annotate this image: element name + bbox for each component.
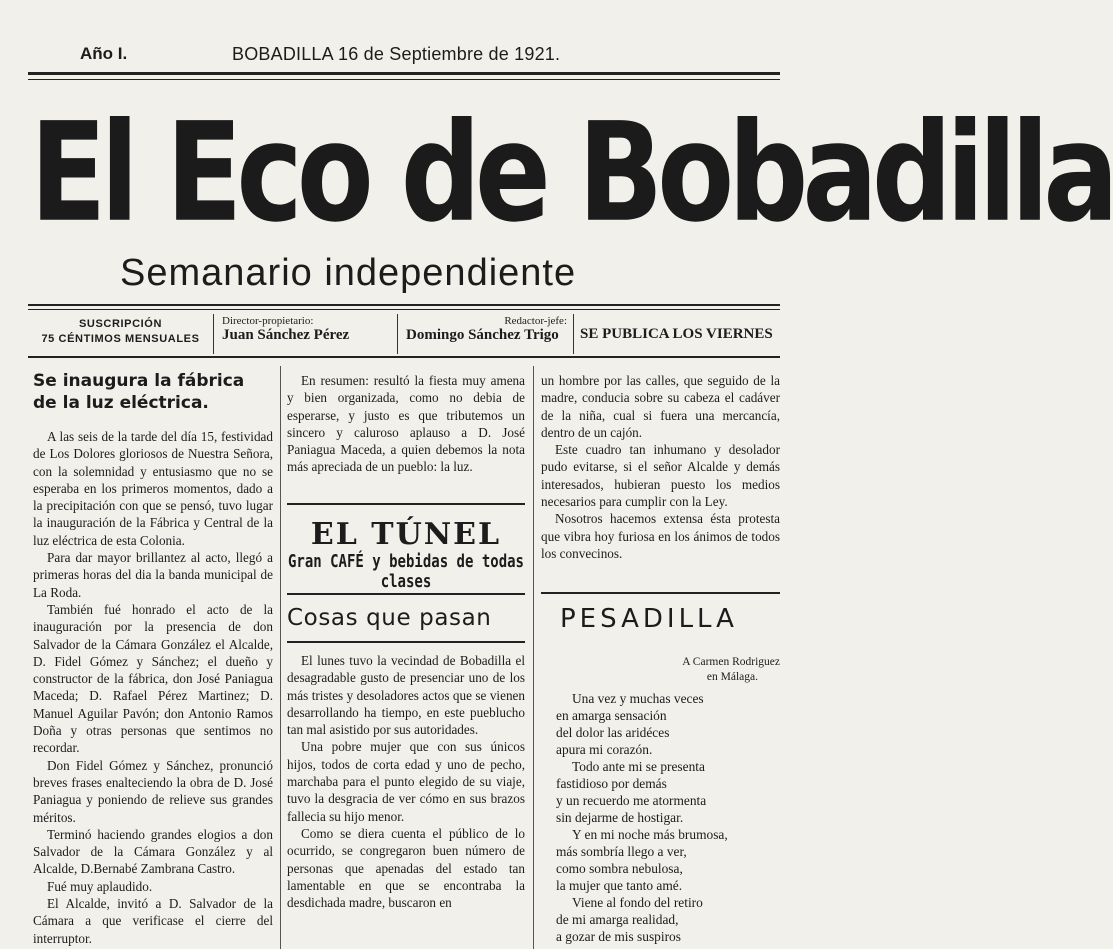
poem-line: como sombra nebulosa, [556, 861, 683, 876]
paragraph: Como se diera cuenta el público de lo ocurrido, se congregaron buen número de personas que apenadas del estado tan lamentable en que se encontraba la desdichada madre, buscaron en [287, 825, 525, 911]
masthead-subtitle: Semanario independiente [120, 252, 577, 294]
paragraph: A las seis de la tarde del día 15, festividad de Los Dolores gloriosos de Nuestra Señora, con la solemnidad y entusiasmo que no se esperaba en los primeros momentos, dado a la precipitación con que se pensó, tuvo lugar la inauguración de la Fábrica y Central de la luz eléctrica de esta Colonia. [33, 429, 273, 548]
dedication-line: A Carmen Rodriguez [682, 656, 780, 668]
poem-line: Viene al fondo del retiro [572, 895, 703, 910]
article-body-luz [33, 428, 273, 949]
section-rule [541, 592, 780, 594]
subscription-label: SUSCRIPCIÓN [79, 318, 162, 330]
publication-frequency: SE PUBLICA LOS VIERNES [580, 326, 773, 342]
article-body-luz-continued [287, 372, 525, 492]
subscription-price: 75 CÉNTIMOS MENSUALES [41, 333, 200, 345]
director-name: Juan Sánchez Pérez [222, 327, 350, 343]
poem-line: sin dejarme de hostigar. [556, 810, 684, 825]
poem-line: de mi amarga realidad, [556, 912, 679, 927]
poem-line: fastidioso por demás [556, 776, 667, 791]
director-label: Director-propietario: [222, 315, 314, 327]
paragraph: El lunes tuvo la vecindad de Bobadilla el desagradable gusto de presenciar uno de los más tristes y desoladores actos que se vienen desarrollando ha tiempo, en este pueblucho tan mal asistido por sus autoridades. [287, 653, 525, 738]
editor-name: Domingo Sánchez Trigo [406, 327, 559, 343]
paragraph: un hombre por las calles, que seguido de la madre, conducia sobre su cabeza el cadáver de la niña, cual si fuera una mercancía, dentro de un cajón. [541, 373, 780, 440]
director-box [214, 314, 398, 354]
infobar-bottom-rule [28, 356, 780, 358]
advertisement-el-tunel [287, 503, 525, 595]
article-headline-luz: Se inaugura la fábrica de la luz eléctrica. [33, 371, 245, 413]
poem-dedication [600, 655, 780, 685]
subscription-box [28, 314, 214, 354]
infobar-top-rule [28, 304, 780, 306]
column-divider-1 [280, 366, 281, 949]
dedication-line: en Málaga. [706, 671, 758, 683]
poem-line: a gozar de mis suspiros [556, 929, 681, 944]
infobar-top-rule-thin [28, 309, 780, 310]
advert-title: EL TÚNEL [310, 517, 502, 552]
paragraph: Terminó haciendo grandes elogios a don Salvador de la Cámara González y al Alcalde, D.Bernabé Zambrana Castro. [33, 826, 273, 877]
paragraph: Para dar mayor brillantez al acto, llegó a primeras horas del dia la banda municipal de La Roda. [33, 550, 273, 600]
article-body-cosas [287, 652, 525, 949]
top-rule-thin [28, 79, 780, 80]
masthead-title: El Eco de Bobadilla [30, 94, 1113, 253]
issue-number: Año I. [80, 44, 128, 63]
advert-subtitle: Gran CAFÉ y bebidas de todas clases [287, 552, 524, 592]
paragraph: En resumen: resultó la fiesta muy amena y bien organizada, como no debia de esperarse, y justo es que tributemos un sincero y caluroso aplauso a D. José Paniagua Maceda, a quien debemos la nota más apreciada de un pueblo: la luz. [287, 373, 525, 475]
dateline: BOBADILLA 16 de Septiembre de 1921. [232, 44, 561, 64]
poem-line: Y en mi noche más brumosa, [572, 827, 728, 842]
headline-rule [287, 641, 525, 643]
paragraph: El Alcalde, invitó a D. Salvador de la Cámara a que verificase el cierre del interruptor. [33, 896, 273, 946]
paragraph: Fué muy aplaudido. [47, 878, 153, 894]
poem-line: más sombría llego a ver, [556, 844, 687, 859]
poem-line: del dolor las aridéces [556, 725, 670, 740]
paragraph: También fué honrado el acto de la inauguración por la presencia de don Salvador de la Cámara González el Alcalde, D. Fidel Gómez y Sánchez; el dueño y constructor de la fábrica, don José Paniagua Maceda; D. Rafael Pérez Martinez; D. Manuel Aguilar Pavón; don Antonio Ramos Doña y otras personas que sentimos no recordar. [33, 601, 273, 756]
top-rule [28, 72, 780, 75]
paragraph: Este cuadro tan inhumano y desolador pudo evitarse, si el señor Alcalde y demás interesados, hubieran puesto los medios necesarios para cumplir con la Ley. [541, 442, 780, 510]
editor-label: Redactor-jefe: [504, 315, 567, 327]
poem-line: apura mi corazón. [556, 742, 653, 757]
article-body-cosas-continued [541, 372, 780, 582]
poem-line: la mujer que tanto amé. [556, 878, 683, 893]
poem-verses [556, 690, 780, 945]
paragraph: Nosotros hacemos extensa ésta protesta que vibra hoy furiosa en los ánimos de todos los convecinos. [541, 511, 780, 561]
column-divider-2 [533, 366, 534, 949]
info-bar [28, 314, 780, 354]
article-headline-cosas: Cosas que pasan [287, 605, 492, 631]
poem-line: en amarga sensación [556, 708, 667, 723]
poem-line: y un recuerdo me atormenta [556, 793, 707, 808]
poem-title: PESADILLA [560, 604, 738, 634]
paragraph: Una pobre mujer que con sus únicos hijos, todos de corta edad y uno de pecho, marchaba para el punto elegido de su viaje, tuvo la desgracia de ver cómo en sus brazos fallecia su hijo menor. [287, 739, 525, 824]
paragraph: Don Fidel Gómez y Sánchez, pronunció breves frases enalteciendo la obra de D. José Paniagua y poniendo de relieve sus grandes méritos. [33, 757, 273, 825]
editor-box [398, 314, 574, 354]
poem-line: Todo ante mi se presenta [572, 759, 705, 774]
poem-line: Una vez y muchas veces [572, 691, 704, 706]
